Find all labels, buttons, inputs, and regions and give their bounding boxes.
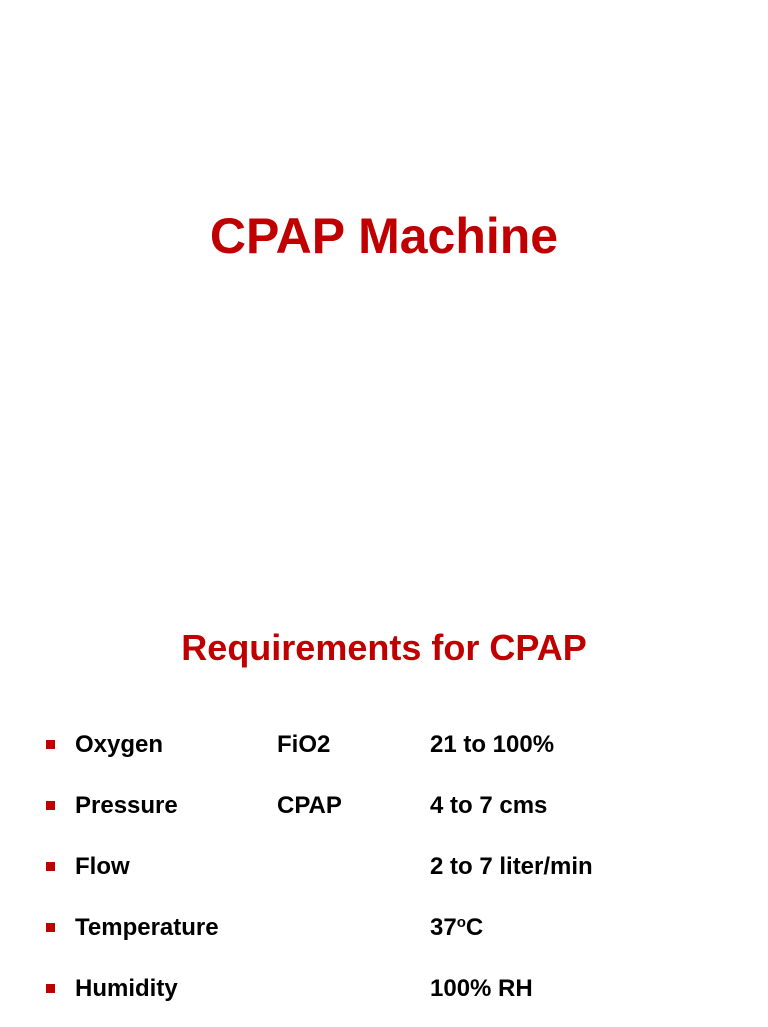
parameter-symbol: FiO2 xyxy=(277,731,331,758)
temperature-unit: C xyxy=(465,914,484,941)
requirements-title: Requirements for CPAP xyxy=(181,627,587,668)
list-item xyxy=(0,905,768,966)
parameter-value: 4 to 7 cms xyxy=(430,792,548,819)
parameter-value: 2 to 7 liter/min xyxy=(430,853,593,880)
list-item xyxy=(0,783,768,844)
list-item xyxy=(0,722,768,783)
square-bullet-icon xyxy=(46,801,55,810)
parameter-value xyxy=(430,905,483,951)
square-bullet-icon xyxy=(46,740,55,749)
list-item xyxy=(0,966,768,1027)
slide-title: CPAP Machine xyxy=(209,208,559,264)
parameter-label: Temperature xyxy=(75,914,219,941)
requirements-list xyxy=(0,722,768,1027)
list-item xyxy=(0,844,768,905)
temperature-number: 37 xyxy=(430,914,457,941)
parameter-value: 100% RH xyxy=(430,975,533,1002)
parameter-label: Pressure xyxy=(75,792,178,819)
parameter-value: 21 to 100% xyxy=(430,731,555,758)
parameter-label: Humidity xyxy=(75,975,178,1002)
square-bullet-icon xyxy=(46,984,55,993)
square-bullet-icon xyxy=(46,862,55,871)
parameter-label: Oxygen xyxy=(75,731,164,758)
degree-superscript: o xyxy=(456,914,466,931)
parameter-label: Flow xyxy=(75,853,130,880)
square-bullet-icon xyxy=(46,923,55,932)
parameter-symbol: CPAP xyxy=(277,792,342,819)
